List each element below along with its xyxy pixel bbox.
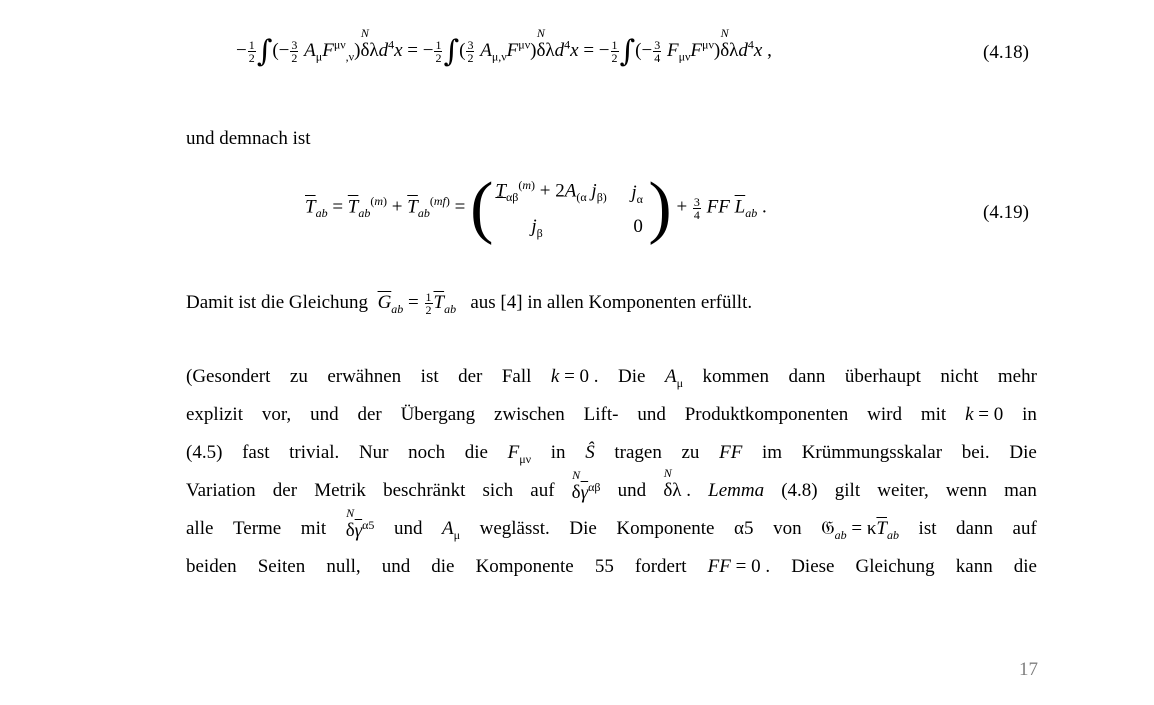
page-number: 17 (1019, 659, 1038, 680)
intro-line: und demnach ist (186, 128, 311, 149)
equation-4-19: $\overline{T}_{ab} = \overline{T}_{ab}^{(m)} + \overline{T}_{ab}^{(mf)}$ = ( $T_{\alpha\beta}^{(m)} + 2A_{(\alpha}$ $j_{\beta)}$ $j_\alpha$ $j_\beta$ 0 ) + $\frac{3}{4}$ FF $\overline{L}_{ab}$ . (305, 169, 767, 246)
paragraph-line-1: (Gesondert zu erwähnen ist der Fall k = 0 . Die $A_\mu$ kommen dann überhaupt nicht mehr (186, 366, 1037, 390)
equation-number-4-19: (4.19) (983, 202, 1029, 223)
paragraph-line-3: (4.5) fast trivial. Nur noch die $F_{\mu\nu}$ in Ŝ tragen zu FF im Krümmungsskalar bei. Die (186, 442, 1037, 466)
matrix: $T_{\alpha\beta}^{(m)} + 2A_{(\alpha}$ $j_{\beta)}$ $j_\alpha$ $j_\beta$ 0 (495, 178, 643, 240)
statement-before: Damit ist die Gleichung (186, 291, 369, 313)
statement-line (186, 291, 1037, 317)
statement-formula: $\overline{G}_{ab}$ = $\frac{1}{2}$ $\overline{T}_{ab}$ (377, 290, 457, 317)
equation-4-18: − $\frac{1}{2}$ ∫(− $\frac{3}{2}$ $A_\mu F^{\mu\nu}_{,\nu}$) N δλd$^4$x = − $\frac{1}{2}$ ∫( $\frac{3}{2}$ $A_{\mu,\nu}F^{\mu\nu}$) N δλd$^4$x = − $\frac{1}{2}$ ∫(− $\frac{3}{4}$ $F_{\mu\nu}F^{\mu\nu}$) N δλd$^4$x , (236, 25, 772, 69)
statement-after: aus [4] in allen Komponenten erfüllt. (470, 291, 753, 313)
paragraph-line-5: alle Terme mit N $\delta\overline{\gamma}^{\alpha 5}$ und $A_\mu$ weglässt. Die Komponente α5 von 𝔊$_{ab}$ = $\kappa\overline{T}_{ab}$ ist dann auf (186, 506, 1037, 542)
equation-number-4-18: (4.18) (983, 42, 1029, 63)
paragraph-line-2: explizit vor, und der Übergang zwischen Lift- und Produktkomponenten wird mit k = 0 in (186, 404, 1037, 425)
paragraph-line-6: beiden Seiten null, und die Komponente 55 fordert FF = 0 . Diese Gleichung kann die (186, 556, 1037, 577)
paragraph-line-4: Variation der Metrik beschränkt sich auf N $\delta\overline{\gamma}^{\alpha\beta}$ und N δλ . Lemma (4.8) gilt weiter, wenn man (186, 466, 1037, 504)
